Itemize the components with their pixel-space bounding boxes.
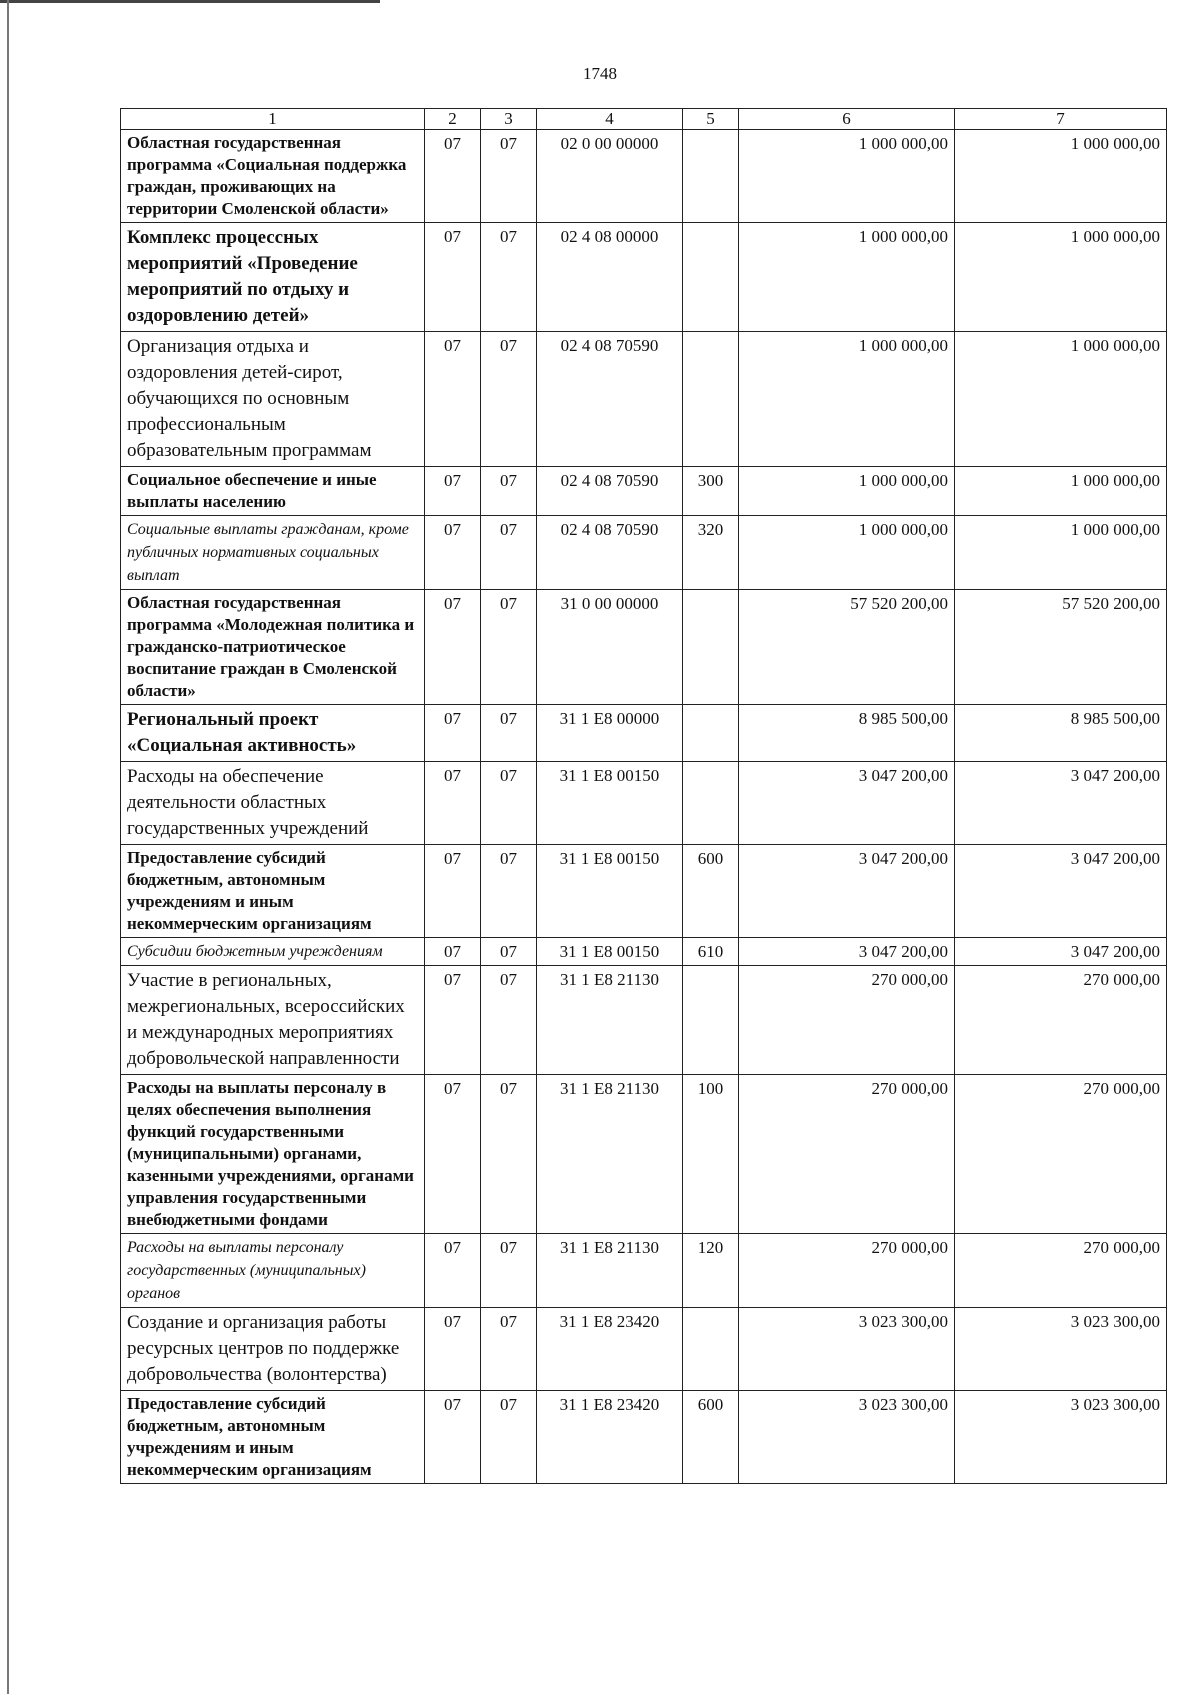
row-target-article-cell: 31 0 00 00000 [537, 590, 683, 705]
header-row [121, 109, 1167, 130]
row-amount-cell: 57 520 200,00 [739, 590, 955, 705]
row-subsection-cell: 07 [481, 1075, 537, 1234]
row-amount-cell: 1 000 000,00 [739, 223, 955, 332]
table-row [121, 590, 1167, 705]
row-subsection-cell: 07 [481, 966, 537, 1075]
row-subsection-cell: 07 [481, 332, 537, 467]
row-subsection-cell: 07 [481, 223, 537, 332]
table-body [121, 130, 1167, 1484]
row-amount-total-cell: 3 047 200,00 [955, 938, 1167, 966]
row-target-article-cell: 02 0 00 00000 [537, 130, 683, 223]
row-section-cell: 07 [425, 938, 481, 966]
page-number: 1748 [583, 64, 617, 83]
row-amount-total-cell: 8 985 500,00 [955, 705, 1167, 762]
table-row [121, 938, 1167, 966]
row-subsection-cell: 07 [481, 762, 537, 845]
row-amount-total-cell: 270 000,00 [955, 1234, 1167, 1308]
row-target-article-cell: 31 1 E8 00150 [537, 845, 683, 938]
table-row [121, 467, 1167, 516]
table-row [121, 223, 1167, 332]
column-header-2: 2 [425, 109, 481, 130]
row-subsection-cell: 07 [481, 1308, 537, 1391]
row-name-cell: Субсидии бюджетным учреждениям [121, 938, 425, 966]
row-section-cell: 07 [425, 516, 481, 590]
row-amount-total-cell: 1 000 000,00 [955, 130, 1167, 223]
table-row [121, 966, 1167, 1075]
row-subsection-cell: 07 [481, 590, 537, 705]
column-header-5: 5 [683, 109, 739, 130]
row-amount-cell: 3 047 200,00 [739, 845, 955, 938]
table-row [121, 1234, 1167, 1308]
row-target-article-cell: 02 4 08 70590 [537, 516, 683, 590]
row-amount-total-cell: 3 023 300,00 [955, 1308, 1167, 1391]
row-section-cell: 07 [425, 966, 481, 1075]
row-amount-cell: 3 023 300,00 [739, 1308, 955, 1391]
column-header-3: 3 [481, 109, 537, 130]
row-amount-total-cell: 1 000 000,00 [955, 223, 1167, 332]
row-section-cell: 07 [425, 467, 481, 516]
table-row [121, 1308, 1167, 1391]
row-expense-type-cell: 100 [683, 1075, 739, 1234]
row-name-cell: Расходы на обеспечение деятельности областных государственных учреждений [121, 762, 425, 845]
table-row [121, 1075, 1167, 1234]
row-expense-type-cell: 600 [683, 845, 739, 938]
row-amount-total-cell: 1 000 000,00 [955, 332, 1167, 467]
row-amount-total-cell: 1 000 000,00 [955, 467, 1167, 516]
row-target-article-cell: 31 1 E8 23420 [537, 1308, 683, 1391]
row-section-cell: 07 [425, 223, 481, 332]
row-expense-type-cell [683, 966, 739, 1075]
row-amount-cell: 1 000 000,00 [739, 467, 955, 516]
budget-table [120, 108, 1167, 1484]
row-amount-total-cell: 270 000,00 [955, 1075, 1167, 1234]
row-target-article-cell: 31 1 E8 23420 [537, 1391, 683, 1484]
row-target-article-cell: 31 1 E8 00000 [537, 705, 683, 762]
row-expense-type-cell: 120 [683, 1234, 739, 1308]
scan-edge-left [7, 0, 9, 1694]
row-target-article-cell: 31 1 E8 21130 [537, 1234, 683, 1308]
row-section-cell: 07 [425, 590, 481, 705]
row-name-cell: Создание и организация работы ресурсных центров по поддержке добровольчества (волонтерства) [121, 1308, 425, 1391]
row-section-cell: 07 [425, 332, 481, 467]
row-subsection-cell: 07 [481, 1234, 537, 1308]
row-name-cell: Организация отдыха и оздоровления детей-сирот, обучающихся по основным профессиональным образовательным программам [121, 332, 425, 467]
table-row [121, 845, 1167, 938]
table-row [121, 1391, 1167, 1484]
table-row [121, 332, 1167, 467]
row-expense-type-cell [683, 223, 739, 332]
row-section-cell: 07 [425, 1391, 481, 1484]
row-amount-total-cell: 3 047 200,00 [955, 762, 1167, 845]
row-expense-type-cell: 320 [683, 516, 739, 590]
row-section-cell: 07 [425, 845, 481, 938]
row-expense-type-cell: 600 [683, 1391, 739, 1484]
row-target-article-cell: 31 1 E8 00150 [537, 938, 683, 966]
scan-edge-top [0, 0, 380, 3]
row-amount-cell: 3 047 200,00 [739, 938, 955, 966]
column-header-6: 6 [739, 109, 955, 130]
row-name-cell: Региональный проект «Социальная активность» [121, 705, 425, 762]
row-section-cell: 07 [425, 705, 481, 762]
row-expense-type-cell [683, 130, 739, 223]
row-amount-cell: 1 000 000,00 [739, 130, 955, 223]
row-subsection-cell: 07 [481, 516, 537, 590]
row-subsection-cell: 07 [481, 467, 537, 516]
row-subsection-cell: 07 [481, 130, 537, 223]
table-row [121, 705, 1167, 762]
row-section-cell: 07 [425, 130, 481, 223]
row-expense-type-cell [683, 705, 739, 762]
table-row [121, 130, 1167, 223]
row-amount-cell: 3 023 300,00 [739, 1391, 955, 1484]
row-amount-cell: 3 047 200,00 [739, 762, 955, 845]
row-subsection-cell: 07 [481, 845, 537, 938]
row-target-article-cell: 02 4 08 70590 [537, 467, 683, 516]
row-name-cell: Комплекс процессных мероприятий «Проведение мероприятий по отдыху и оздоровлению детей» [121, 223, 425, 332]
column-header-1: 1 [121, 109, 425, 130]
row-amount-total-cell: 1 000 000,00 [955, 516, 1167, 590]
row-subsection-cell: 07 [481, 938, 537, 966]
row-name-cell: Областная государственная программа «Молодежная политика и гражданско-патриотическое воспитание граждан в Смоленской области» [121, 590, 425, 705]
row-amount-cell: 270 000,00 [739, 966, 955, 1075]
row-expense-type-cell [683, 590, 739, 705]
row-name-cell: Расходы на выплаты персоналу государственных (муниципальных) органов [121, 1234, 425, 1308]
row-section-cell: 07 [425, 1308, 481, 1391]
row-amount-cell: 270 000,00 [739, 1234, 955, 1308]
row-amount-cell: 8 985 500,00 [739, 705, 955, 762]
row-name-cell: Участие в региональных, межрегиональных, всероссийских и международных мероприятиях добровольческой направленности [121, 966, 425, 1075]
row-subsection-cell: 07 [481, 705, 537, 762]
row-target-article-cell: 02 4 08 00000 [537, 223, 683, 332]
column-header-7: 7 [955, 109, 1167, 130]
row-expense-type-cell: 300 [683, 467, 739, 516]
row-amount-cell: 270 000,00 [739, 1075, 955, 1234]
row-amount-cell: 1 000 000,00 [739, 332, 955, 467]
column-header-4: 4 [537, 109, 683, 130]
row-expense-type-cell [683, 1308, 739, 1391]
row-section-cell: 07 [425, 1234, 481, 1308]
row-target-article-cell: 31 1 E8 21130 [537, 1075, 683, 1234]
row-amount-total-cell: 3 023 300,00 [955, 1391, 1167, 1484]
table-row [121, 762, 1167, 845]
row-expense-type-cell [683, 332, 739, 467]
row-name-cell: Областная государственная программа «Социальная поддержка граждан, проживающих на территории Смоленской области» [121, 130, 425, 223]
row-expense-type-cell [683, 762, 739, 845]
row-section-cell: 07 [425, 762, 481, 845]
row-section-cell: 07 [425, 1075, 481, 1234]
table-header [121, 109, 1167, 130]
row-name-cell: Предоставление субсидий бюджетным, автономным учреждениям и иным некоммерческим организациям [121, 845, 425, 938]
row-name-cell: Предоставление субсидий бюджетным, автономным учреждениям и иным некоммерческим организациям [121, 1391, 425, 1484]
row-target-article-cell: 31 1 E8 00150 [537, 762, 683, 845]
row-name-cell: Социальные выплаты гражданам, кроме публичных нормативных социальных выплат [121, 516, 425, 590]
row-amount-total-cell: 3 047 200,00 [955, 845, 1167, 938]
row-expense-type-cell: 610 [683, 938, 739, 966]
table-row [121, 516, 1167, 590]
row-amount-total-cell: 57 520 200,00 [955, 590, 1167, 705]
row-subsection-cell: 07 [481, 1391, 537, 1484]
row-amount-total-cell: 270 000,00 [955, 966, 1167, 1075]
row-target-article-cell: 31 1 E8 21130 [537, 966, 683, 1075]
row-name-cell: Расходы на выплаты персоналу в целях обеспечения выполнения функций государственными (муниципальными) органами, казенными учреждениями, органами управления государственными внебюджетными фондами [121, 1075, 425, 1234]
row-target-article-cell: 02 4 08 70590 [537, 332, 683, 467]
row-name-cell: Социальное обеспечение и иные выплаты населению [121, 467, 425, 516]
row-amount-cell: 1 000 000,00 [739, 516, 955, 590]
